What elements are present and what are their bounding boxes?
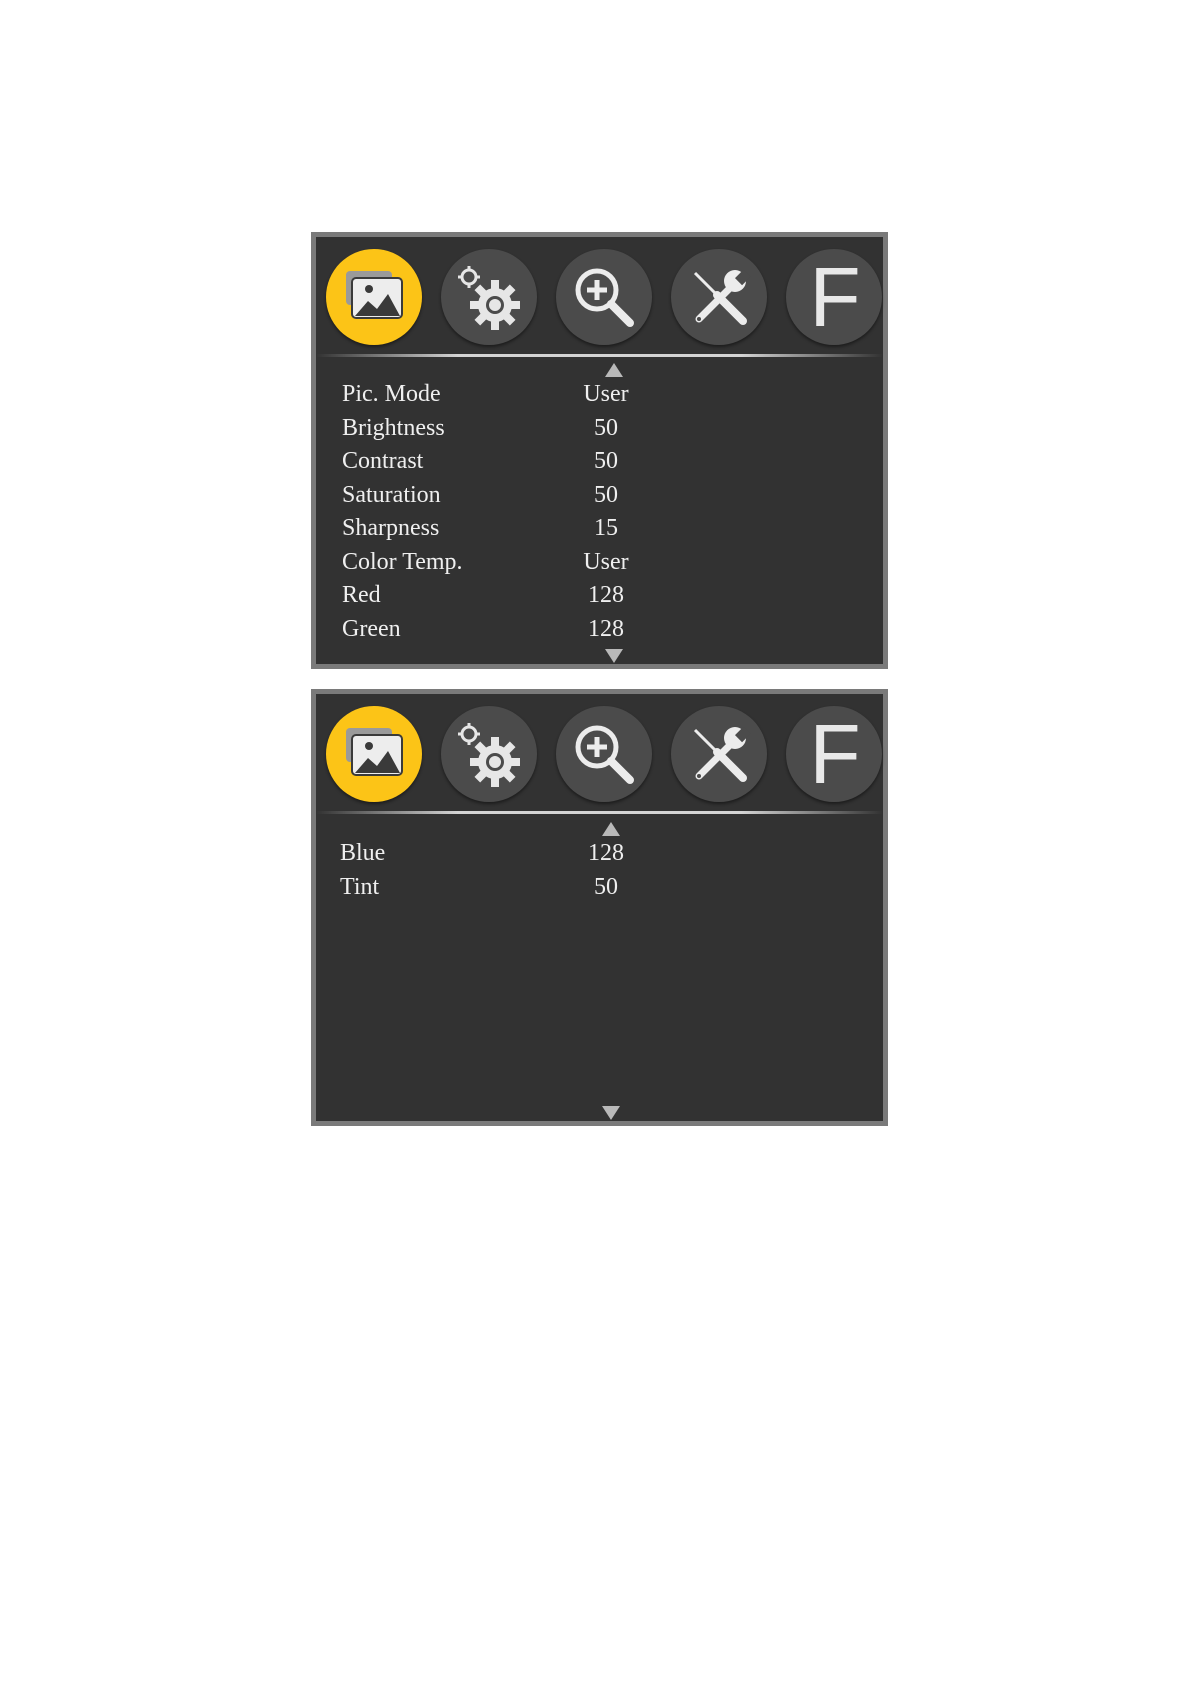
picture-icon — [338, 261, 410, 333]
item-value: 50 — [594, 448, 618, 474]
scroll-up-arrow-icon[interactable] — [602, 822, 620, 836]
item-value: 128 — [588, 582, 624, 608]
menu-item-pic-mode[interactable] — [316, 378, 883, 412]
item-value: 15 — [594, 515, 618, 541]
zoom-in-icon — [568, 718, 640, 790]
menu-item-list — [316, 378, 883, 646]
menu-item-contrast[interactable] — [316, 445, 883, 479]
item-value: 128 — [588, 615, 624, 642]
tab-zoom[interactable] — [556, 706, 652, 802]
menu-item-tint[interactable] — [316, 871, 883, 905]
zoom-in-icon — [568, 261, 640, 333]
item-label: Pic. Mode — [342, 381, 441, 407]
item-label: Blue — [340, 840, 386, 866]
item-value: 50 — [594, 414, 618, 441]
tab-divider — [316, 354, 883, 357]
menu-item-list — [316, 837, 883, 904]
item-value: User — [583, 381, 629, 407]
scroll-down-arrow-icon[interactable] — [602, 1106, 620, 1120]
picture-icon — [338, 718, 410, 790]
item-value: User — [583, 548, 629, 575]
tab-settings[interactable] — [441, 249, 537, 345]
tab-tools[interactable] — [671, 249, 767, 345]
tab-picture[interactable] — [326, 706, 422, 802]
tab-function[interactable] — [786, 706, 882, 802]
item-label: Tint — [340, 873, 380, 900]
menu-item-color-temp[interactable] — [316, 546, 883, 580]
gear-icon — [453, 261, 525, 333]
item-label: Contrast — [342, 448, 424, 474]
item-value: 50 — [594, 481, 618, 508]
gear-icon — [453, 718, 525, 790]
item-label: Red — [342, 582, 381, 608]
tab-function[interactable] — [786, 249, 882, 345]
menu-tab-bar — [316, 706, 883, 806]
scroll-up-arrow-icon[interactable] — [605, 363, 623, 377]
item-label: Color Temp. — [342, 548, 463, 575]
function-icon: F — [809, 707, 861, 801]
tools-icon — [683, 718, 755, 790]
menu-item-green[interactable] — [316, 613, 883, 647]
menu-item-saturation[interactable] — [316, 479, 883, 513]
scroll-down-arrow-icon[interactable] — [605, 649, 623, 663]
item-label: Saturation — [342, 481, 441, 508]
tab-settings[interactable] — [441, 706, 537, 802]
item-label: Brightness — [342, 414, 445, 441]
item-label: Sharpness — [342, 515, 440, 541]
osd-menu-page-1 — [311, 232, 888, 669]
tab-tools[interactable] — [671, 706, 767, 802]
tools-icon — [683, 261, 755, 333]
item-label: Green — [342, 615, 401, 642]
menu-tab-bar — [316, 249, 883, 349]
menu-item-brightness[interactable] — [316, 412, 883, 446]
osd-menu-page-2 — [311, 689, 888, 1126]
tab-divider — [316, 811, 883, 814]
tab-zoom[interactable] — [556, 249, 652, 345]
tab-picture[interactable] — [326, 249, 422, 345]
function-icon: F — [809, 250, 861, 344]
menu-item-sharpness[interactable] — [316, 512, 883, 546]
menu-item-red[interactable] — [316, 579, 883, 613]
item-value: 50 — [594, 873, 618, 900]
item-value: 128 — [588, 840, 624, 866]
menu-item-blue[interactable] — [316, 837, 883, 871]
